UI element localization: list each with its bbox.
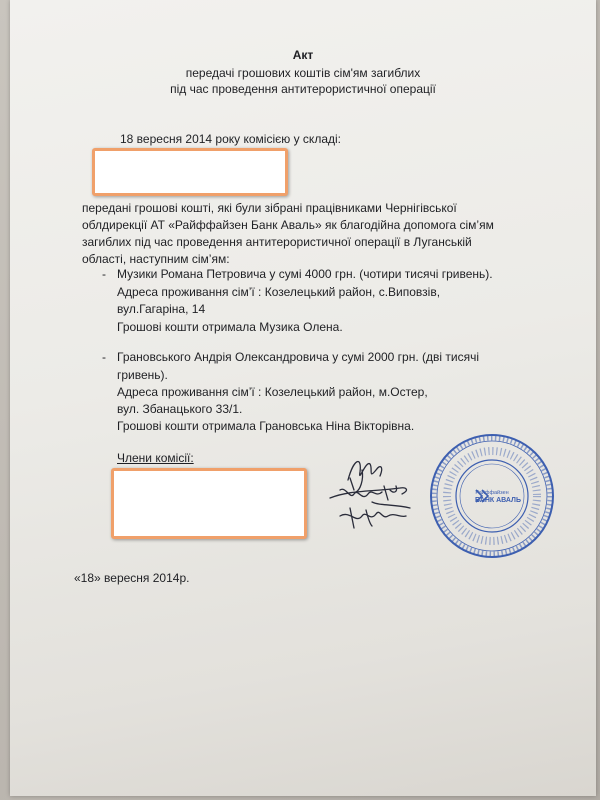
bank-stamp-icon xyxy=(428,432,556,560)
signatures-icon xyxy=(310,450,430,540)
body-line: передані грошові кошті, які були зібрані працівниками Чернігівської xyxy=(82,201,457,215)
svg-text:Райффайзен: Райффайзен xyxy=(475,490,509,496)
body-line: загиблих під час проведення антитерористичної операції в Луганській xyxy=(82,235,472,249)
svg-text:БАНК АВАЛЬ: БАНК АВАЛЬ xyxy=(475,497,521,504)
redacted-commission-names xyxy=(92,148,288,196)
family-1-line: вул.Гагаріна, 14 xyxy=(117,302,206,316)
family-2-line: Грошові кошти отримала Грановська Ніна Вікторівна. xyxy=(117,419,415,433)
footer-date: «18» вересня 2014р. xyxy=(74,571,190,585)
body-line: облдирекції АТ «Райффайзен Банк Аваль» як благодійна допомога сім’ям xyxy=(82,218,494,232)
family-1-line: Адреса проживання сім’ї : Козелецький район, с.Виповзів, xyxy=(117,285,441,299)
document-subtitle-line-1: передачі грошових коштів сім'ям загиблих xyxy=(185,66,421,80)
family-1-line: Грошові кошти отримала Музика Олена. xyxy=(117,320,343,334)
redacted-member-names xyxy=(111,468,307,539)
family-2-dash: - xyxy=(102,350,106,364)
family-2-line: Адреса проживання сім’ї : Козелецький район, м.Остер, xyxy=(117,385,428,399)
family-1-dash: - xyxy=(102,267,106,281)
document-sheet xyxy=(10,0,596,796)
commission-members-label: Члени комісії: xyxy=(117,451,194,465)
family-1-line: Музики Романа Петровича у сумі 4000 грн. (чотири тисячі гривень). xyxy=(117,267,493,281)
intro-line: 18 вересня 2014 року комісією у складі: xyxy=(120,132,341,146)
body-line: області, наступним сім’ям: xyxy=(82,252,230,266)
document-subtitle-line-2: під час проведення антитерористичної операції xyxy=(170,82,436,96)
family-2-line: Грановського Андрія Олександровича у сумі 2000 грн. (дві тисячі xyxy=(117,350,480,364)
family-2-line: вул. Збанацького 33/1. xyxy=(117,402,243,416)
document-title: Акт xyxy=(292,48,314,62)
family-2-line: гривень). xyxy=(117,368,168,382)
